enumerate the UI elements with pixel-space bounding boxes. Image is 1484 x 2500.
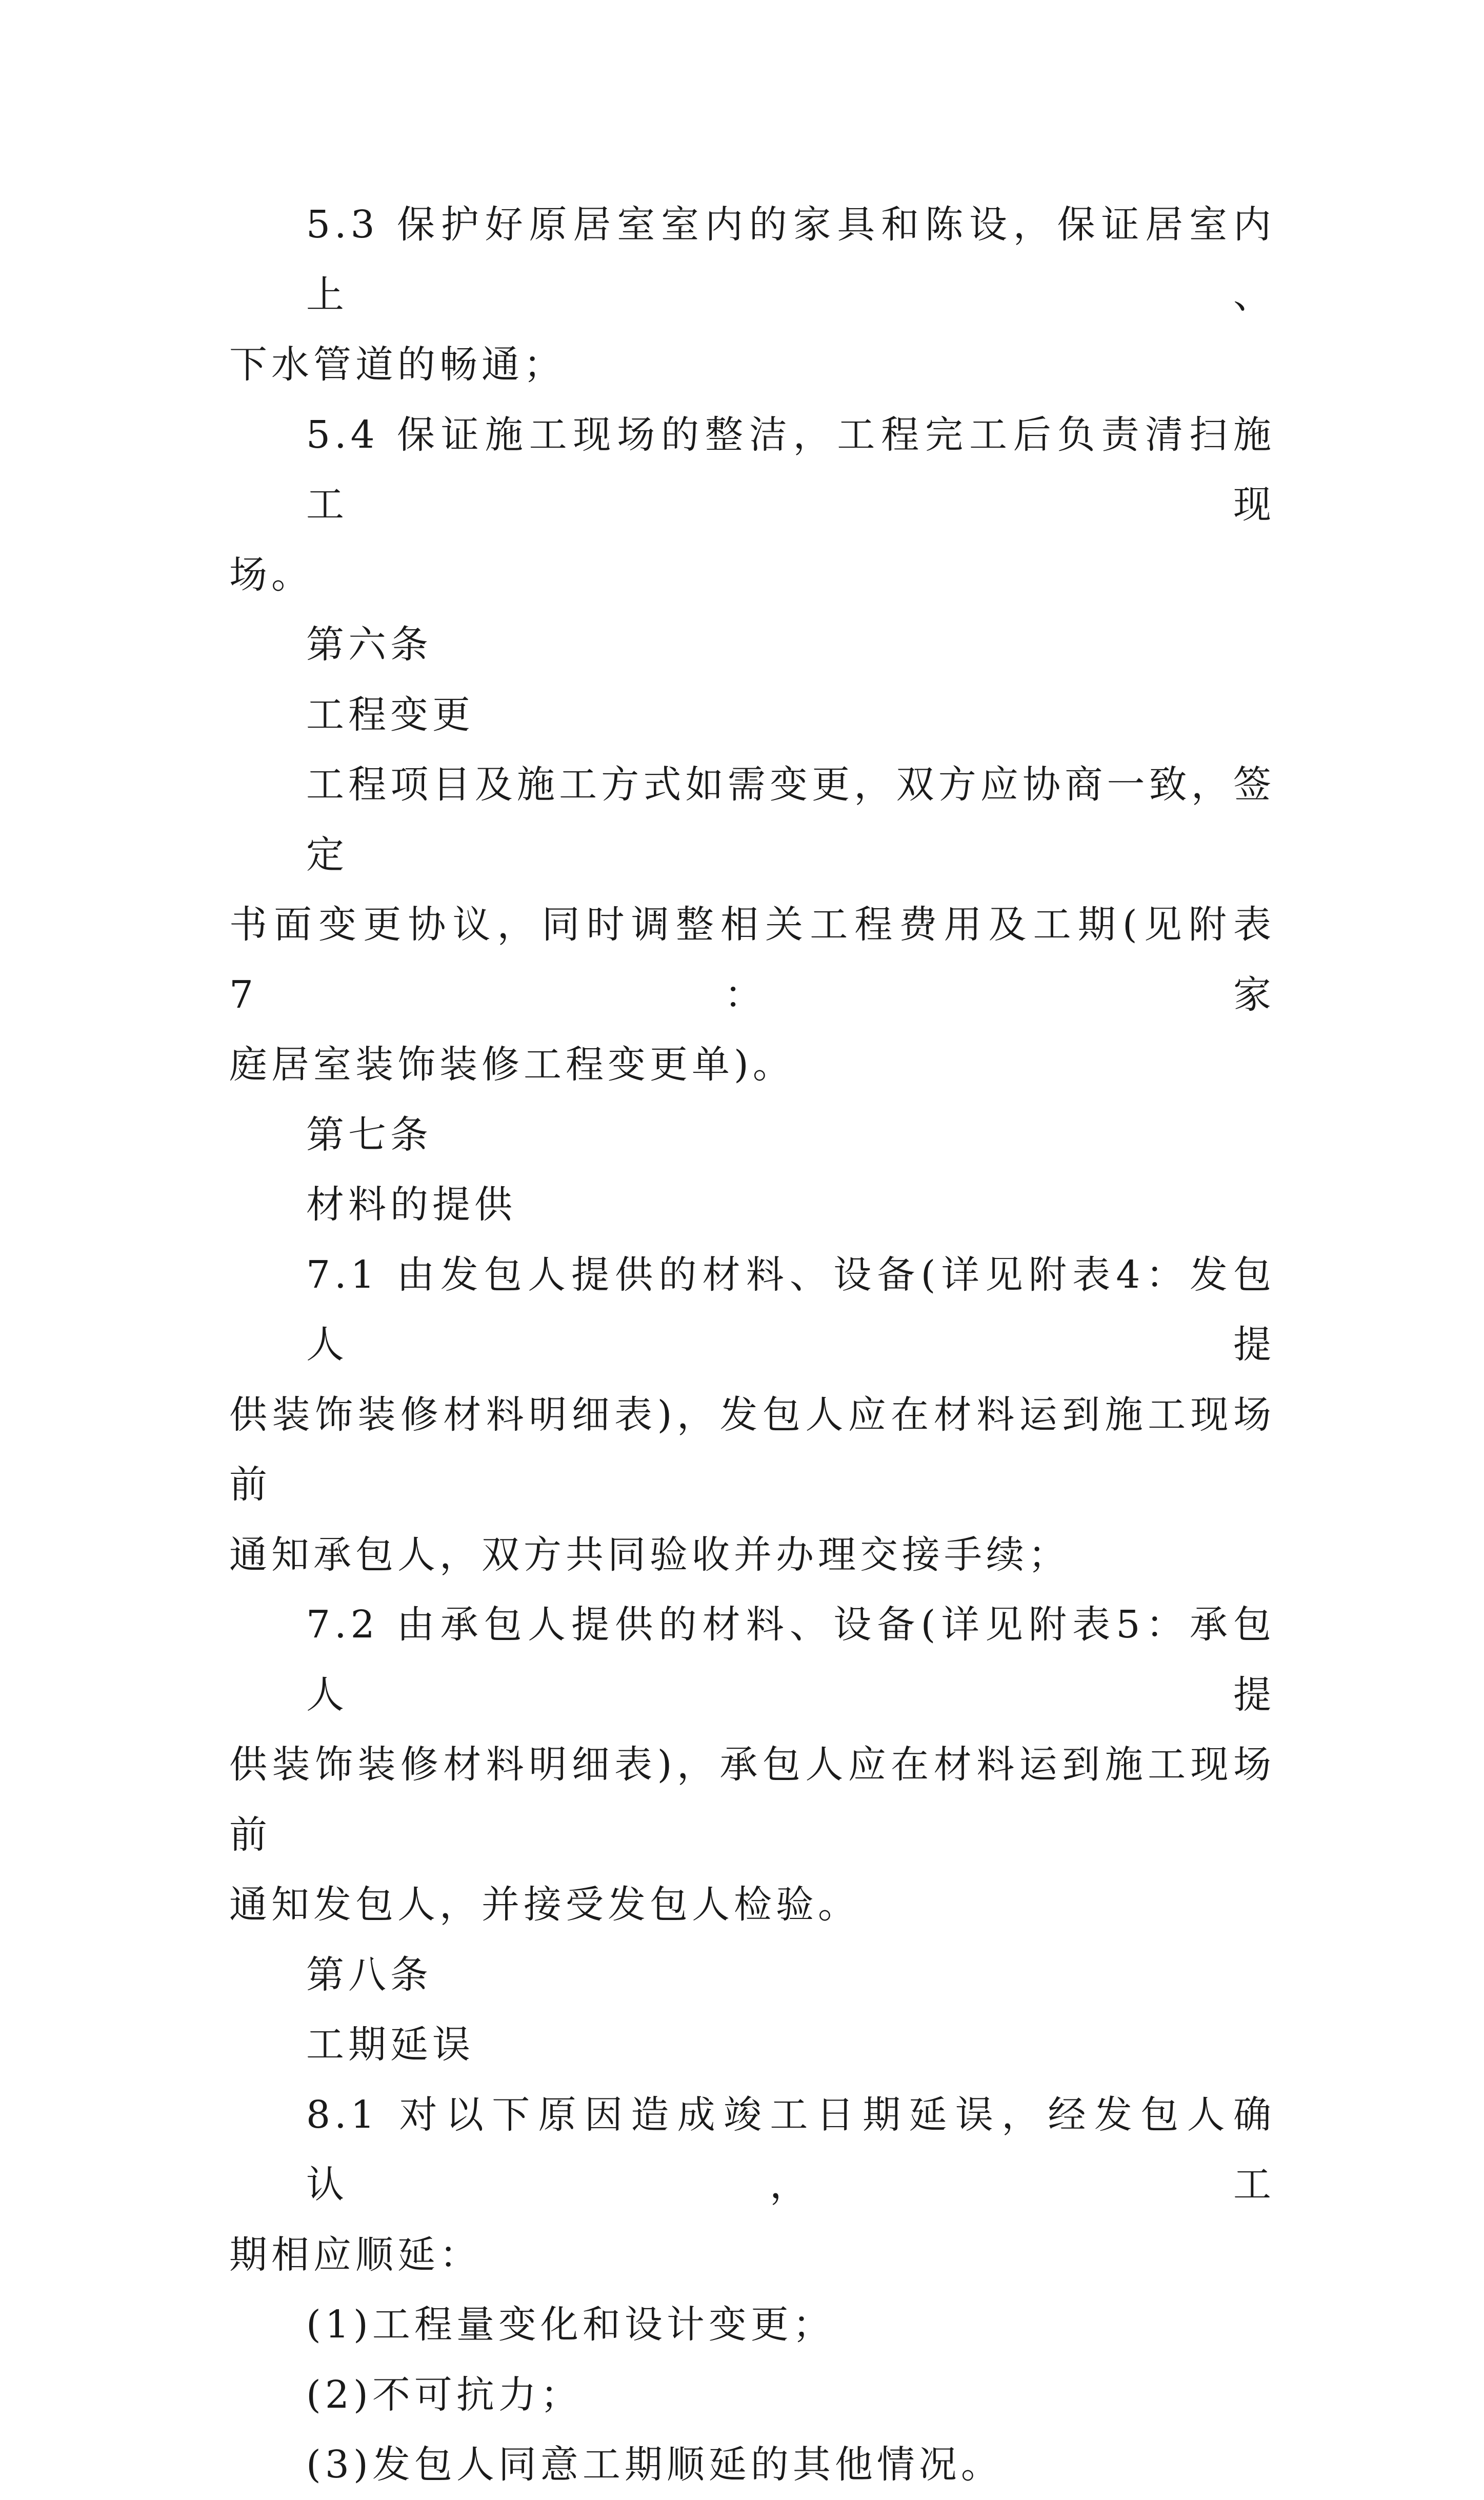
text-line: 供装饰装修材料明细表)，承包人应在材料运到施工现场前 [229, 1743, 1275, 1857]
text-line: (2)不可抗力； [306, 2372, 583, 2417]
paragraph-item3 [229, 2430, 1275, 2500]
paragraph-article7-title [229, 1170, 1275, 1240]
text-line: 庭居室装饰装修工程变更单)。 [229, 1043, 795, 1087]
paragraph-article8-title [229, 2010, 1275, 2080]
paragraph-p8-1 [229, 2080, 1275, 2290]
paragraph-article6-title [229, 680, 1275, 750]
paragraph-article6-number [229, 610, 1275, 680]
paragraph-item1 [229, 2290, 1275, 2360]
text-line: 材料的提供 [306, 1183, 516, 1227]
paragraph-p7-2 [229, 1590, 1275, 1940]
text-line: 期相应顺延： [229, 2232, 482, 2277]
text-line: 书面变更协议，同时调整相关工程费用及工期(见附表7：家 [229, 903, 1275, 1017]
text-line: 工程项目及施工方式如需变更，双方应协商一致，签定 [306, 763, 1275, 877]
document-body [229, 190, 1275, 2500]
paragraph-p5-4 [229, 400, 1275, 610]
text-line: 8.1 对以下原因造成竣工日期延误，经发包人确认，工 [306, 2092, 1275, 2207]
text-line: 7.2 由承包人提供的材料、设备(详见附表5：承包人提 [306, 1603, 1275, 1717]
paragraph-article6-body [229, 750, 1275, 1100]
paragraph-article7-number [229, 1100, 1275, 1170]
paragraph-p5-3 [229, 190, 1275, 400]
text-line: 供装饰装修材料明细表)，发包人应在材料运到施工现场前 [229, 1392, 1275, 1507]
text-line: 下水管道的畅通； [229, 343, 566, 387]
paragraph-item2 [229, 2360, 1275, 2430]
text-line: 通知发包人，并接受发包人检验。 [229, 1883, 860, 1927]
text-line: 通知承包人，双方共同验收并办理交接手续； [229, 1532, 1070, 1577]
text-line: 工期延误 [306, 2023, 474, 2067]
text-line: 工程变更 [306, 692, 474, 737]
text-line: 场。 [229, 552, 313, 597]
text-line: (1)工程量变化和设计变更； [306, 2303, 835, 2347]
text-line: 7.1 由发包人提供的材料、设备(详见附表4：发包人提 [306, 1252, 1275, 1367]
text-line: 第七条 [306, 1112, 432, 1157]
text-line: 第八条 [306, 1952, 432, 1997]
text-line: 第六条 [306, 623, 432, 667]
text-line: 5.4 保证施工现场的整洁，工程完工后负责清扫施工现 [306, 412, 1275, 527]
paragraph-p7-1 [229, 1240, 1275, 1590]
text-line: (3)发包人同意工期顺延的其他情况。 [306, 2443, 1003, 2487]
paragraph-article8-number [229, 1940, 1275, 2010]
text-line: 5.3 保护好原居室室内的家具和陈设，保证居室内上、 [306, 203, 1275, 317]
